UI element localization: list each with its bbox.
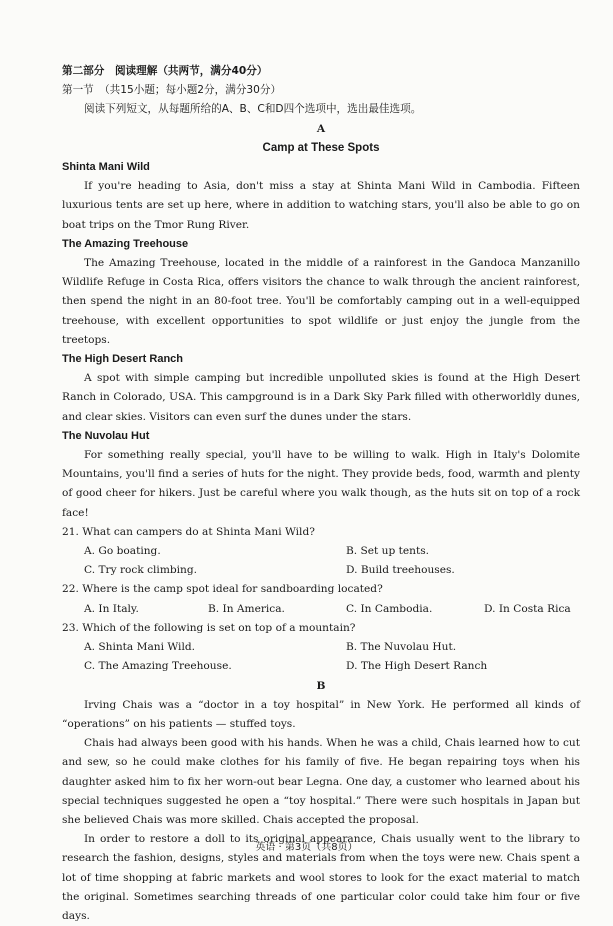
- option: A. Shinta Mani Wild.: [84, 641, 195, 654]
- page-content: [62, 62, 580, 926]
- option: D. Build treehouses.: [346, 564, 455, 577]
- question-23-stem: 23. Which of the following is set on top of a mountain?: [62, 621, 356, 634]
- passage-b-paragraph: Irving Chais was a “doctor in a toy hospital” in New York. He performed all kinds of “operations” on his patients — stuffed toys.: [62, 698, 580, 730]
- option: D. In Costa Rica: [484, 602, 571, 615]
- spot-heading: The High Desert Ranch: [62, 353, 184, 366]
- passage-b-paragraph: Chais had always been good with his hands. When he was a child, Chais learned how to cut and sew, so he could make clothes for his family of five. He began repairing toys when his daughter asked him to fix her worn-out bear Legna. One day, a customer who learned about his special techniques suggested he open a “toy hospital.” There were such hospitals in Japan but she believed Chais was more skilled. Chais accepted the proposal.: [62, 737, 580, 826]
- passage-b-paragraph: In order to restore a doll to its original appearance, Chais usually went to the library to research the fashion, designs, styles and materials from when the toys were new. Chais spent a lot of time shopping at fabric markets and wool stores to look for the exact material to match the original. Sometimes searching threads of one particular color could take him four or five days.: [62, 833, 580, 922]
- option: C. The Amazing Treehouse.: [84, 660, 232, 673]
- option: A. Go boating.: [84, 545, 161, 558]
- question-22-stem: 22. Where is the camp spot ideal for sandboarding located?: [62, 583, 383, 596]
- option: C. Try rock climbing.: [84, 564, 198, 577]
- spot-text: A spot with simple camping but incredible unpolluted skies is found at the High Desert Ranch in Colorado, USA. This campground is in a Dark Sky Park filled with otherworldly dunes, and clear skies. Visitors can even surf the dunes under the stars.: [62, 372, 580, 423]
- spot-text: The Amazing Treehouse, located in the middle of a rainforest in the Gandoca Manzanillo Wildlife Refuge in Costa Rica, offers visitors the chance to walk through the ancient rainforest, then spend the night in an 80-foot tree. You'll be comfortably camping out in a well-equipped treehouse, with excellent opportunities to spot wildlife or just enjoy the jungle from the treetops.: [62, 257, 580, 346]
- option: B. In America.: [208, 602, 285, 615]
- option: D. The High Desert Ranch: [346, 660, 488, 673]
- spot-heading: The Amazing Treehouse: [62, 237, 189, 250]
- part-heading: 第二部分 阅读理解（共两节，满分40分）: [62, 65, 268, 77]
- spot-heading: The Nuvolau Hut: [62, 429, 150, 442]
- option: B. Set up tents.: [346, 545, 430, 558]
- question-21-stem: 21. What can campers do at Shinta Mani Wild?: [62, 525, 315, 538]
- passage-a-title: Camp at These Spots: [262, 141, 380, 154]
- instruction: 阅读下列短文，从每题所给的A、B、C和D四个选项中，选出最佳选项。: [84, 103, 422, 116]
- spot-text: If you're heading to Asia, don't miss a stay at Shinta Mani Wild in Cambodia. Fifteen luxurious tents are set up here, where in addition to watching stars, you'll also be able to go on boat trips on the Tmor Rung River.: [62, 180, 580, 231]
- option: A. In Italy.: [84, 602, 139, 615]
- question-21-options: [62, 542, 580, 580]
- option: B. The Nuvolau Hut.: [346, 641, 457, 654]
- spot-heading: Shinta Mani Wild: [62, 161, 150, 174]
- section-heading: 第一节 （共15小题；每小题2分，满分30分）: [62, 84, 282, 97]
- passage-b-letter: B: [316, 679, 326, 692]
- question-22-options: [62, 600, 580, 619]
- question-23-options: [62, 638, 580, 676]
- page-footer: 英语 · 第3页（共8页）: [255, 842, 358, 853]
- option: C. In Cambodia.: [346, 602, 433, 615]
- spot-text: For something really special, you'll have to be willing to walk. High in Italy's Dolomite Mountains, you'll find a series of huts for the night. They provide beds, food, warmth and plenty of good cheer for hikers. Just be careful where you walk though, as the huts sit on top of a rock face!: [62, 449, 580, 519]
- passage-a-letter: A: [316, 122, 326, 135]
